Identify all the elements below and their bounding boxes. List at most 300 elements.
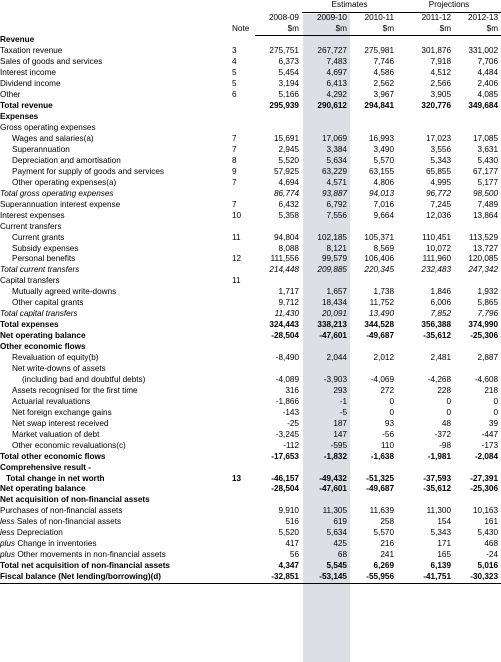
row-value-2010-11: -49,687 [366,331,395,341]
row-label: Total change in net worth [6,473,105,483]
row-label [0,539,230,550]
row-value-2011-12 [397,342,454,353]
row-label: Total gross operating expenses [0,188,114,198]
row-value-2009-10 [302,222,350,233]
row-value-2011-12: 228 [437,385,452,395]
row-value-2011-12 [397,123,454,134]
row-value-2010-11: 294,841 [364,101,395,111]
row-value-2012-13: 5,430 [477,155,499,165]
row-value-2009-10 [302,495,350,506]
row-label: Total revenue [0,101,53,111]
row-label: Total current transfers [0,265,80,275]
row-label: Interest income [0,68,56,78]
row-value-2012-13 [454,276,501,287]
row-label: Net operating balance [0,331,86,341]
row-label: Superannuation interest expense [0,199,121,209]
row-value-2011-12: 232,483 [421,265,452,275]
row-value-2009-10: 102,185 [317,232,347,242]
row-note: 6 [232,90,237,100]
row-value-2011-12: 65,855 [425,166,452,176]
row-label: Other operating expenses(a) [12,177,117,187]
row-value-2012-13: 3,631 [477,144,499,154]
row-value-2012-13: 4,085 [477,90,499,100]
row-value-2010-11: 241 [380,550,395,560]
row-value-2009-10: 147 [333,429,347,439]
row-value-2012-13: -173 [481,440,499,450]
row-value-2008-09: 417 [285,539,299,549]
row-value-2008-09: 111,556 [270,254,299,264]
row-label: Superannuation [12,144,70,154]
row-value-2012-13: 67,177 [472,166,499,176]
row-value-2010-11: 216 [380,539,395,549]
row-note [230,265,255,276]
row-value-2010-11: 106,406 [364,254,395,264]
table-row [0,474,501,485]
row-value-2009-10: 6,792 [326,199,347,209]
row-label: Total expenses [0,320,59,330]
row-prefix: less [0,528,15,538]
row-label: Net acquisition of non-financial assets [0,495,150,505]
row-value-2008-09: 9,910 [278,506,299,516]
row-value-2009-10: 3,384 [326,144,347,154]
row-value-2012-13: 218 [484,385,499,395]
row-note [230,408,255,419]
row-value-2010-11 [350,276,397,287]
row-value-2008-09 [255,463,302,474]
row-value-2008-09: 4,347 [278,561,299,571]
row-label: Dividend income [0,79,61,89]
row-value-2011-12: 5,343 [430,528,452,538]
row-value-2008-09: -3,245 [275,429,299,439]
row-value-2009-10: 1,657 [326,287,347,297]
row-label [0,517,230,528]
row-value-2010-11: -4,069 [370,374,395,384]
row-value-2011-12: -1,981 [427,451,452,461]
row-note [230,386,255,397]
table-row [0,178,501,189]
row-label: Net write-downs of assets [12,364,106,373]
table-row [0,276,501,287]
row-value-2011-12: -41,751 [397,572,454,583]
row-value-2008-09: 15,691 [273,133,299,143]
row-value-2009-10: 338,213 [317,320,347,330]
row-value-2011-12: 6,139 [430,561,452,571]
table-row [0,222,501,233]
table-row [0,211,501,222]
row-value-2008-09: 2,945 [278,144,299,154]
row-label: Mutually agreed write-downs [12,287,117,297]
row-value-2008-09: -28,504 [271,331,299,341]
row-value-2011-12: 12,036 [425,210,452,220]
table-row [0,134,501,145]
row-value-2012-13: -30,323 [454,572,501,583]
unit-header: $m [255,24,302,35]
row-value-2011-12: 301,876 [421,46,452,56]
row-note [230,539,255,550]
row-value-2011-12 [397,463,454,474]
row-value-2008-09: -25 [287,418,299,428]
table-row [0,397,501,408]
table-row [0,419,501,430]
row-value-2012-13: 247,342 [468,265,499,275]
row-label: Purchases of non-financial assets [0,506,123,516]
row-note [230,222,255,233]
row-value-2010-11 [350,112,397,123]
row-value-2010-11: 2,562 [373,79,395,89]
row-value-2010-11: 8,569 [373,243,395,253]
row-note [230,506,255,517]
row-note [230,331,255,342]
row-label: Total net acquisition of non-financial assets [0,561,170,571]
row-value-2012-13 [454,463,501,474]
row-value-2008-09 [255,495,302,506]
row-label: Depreciation and amortisation [12,155,121,165]
row-value-2010-11: 16,993 [368,133,395,143]
row-value-2009-10 [302,463,350,474]
table-row [0,561,501,572]
row-value-2011-12: 171 [437,539,452,549]
row-value-2011-12: 7,245 [430,199,452,209]
row-value-2012-13: 331,002 [468,46,499,56]
row-value-2008-09: 316 [285,385,299,395]
row-note: 7 [232,177,237,187]
row-value-2008-09: 11,430 [274,309,299,319]
row-note: 4 [232,57,237,67]
row-value-2008-09: 5,166 [278,90,299,100]
row-value-2009-10: 267,727 [317,46,347,56]
table-row [0,375,501,386]
row-value-2012-13: 113,529 [469,232,499,242]
row-value-2009-10: 6,413 [326,79,347,89]
row-note [230,112,255,123]
projections-header: Projections [397,0,501,13]
row-note [230,353,255,364]
row-note: 13 [232,473,242,483]
row-value-2010-11: 7,746 [373,57,395,67]
row-value-2010-11: 63,155 [368,166,395,176]
row-value-2010-11 [350,364,397,375]
row-note: 8 [232,155,237,165]
row-label: Gross operating expenses [0,123,96,133]
row-value-2012-13: 2,887 [477,353,499,363]
row-value-2012-13: -27,391 [470,473,499,483]
table-row [0,35,501,46]
row-value-2011-12: -372 [434,429,452,439]
table-row [0,79,501,90]
row-note: 11 [232,276,241,286]
row-label: Current grants [12,232,65,242]
row-value-2010-11: -56 [382,429,395,439]
row-value-2012-13: 349,684 [468,101,499,111]
row-note [230,430,255,441]
row-value-2012-13: 0 [493,396,499,406]
row-value-2009-10 [302,364,350,375]
row-label: Taxation revenue [0,46,63,56]
table-row [0,90,501,101]
row-value-2012-13: -25,306 [470,484,499,494]
row-value-2012-13: 17,085 [472,133,499,143]
row-value-2009-10: 187 [333,418,347,428]
table-row [0,539,501,550]
table-row [0,386,501,397]
table-row [0,364,501,375]
row-value-2008-09: 275,751 [269,46,299,56]
table-row [0,353,501,364]
row-value-2012-13: -25,306 [470,331,499,341]
row-value-2012-13: 161 [484,517,499,527]
row-value-2008-09: 3,194 [278,79,299,89]
row-value-2010-11: 0 [389,407,395,417]
row-value-2010-11: 258 [380,517,395,527]
row-value-2011-12: -37,593 [423,473,452,483]
row-value-2012-13: 5,016 [477,561,499,571]
row-label: Current transfers [0,221,62,231]
row-value-2011-12: 17,023 [425,133,452,143]
unit-header: $m [454,24,501,35]
row-value-2009-10: 4,571 [326,177,347,187]
row-value-2010-11: 6,269 [373,561,395,571]
table-row [0,495,501,506]
table-row [0,506,501,517]
row-label: Fiscal balance (Net lending/borrowing)(d) [0,572,230,583]
row-value-2011-12: 6,006 [430,298,452,308]
row-value-2010-11: 272 [380,385,395,395]
header-unit-row [0,24,501,35]
unit-header: $m [350,24,397,35]
table-row [0,441,501,452]
row-value-2010-11: 5,570 [373,528,395,538]
row-value-2011-12 [397,222,454,233]
row-value-2011-12: 320,776 [421,101,452,111]
row-value-2008-09: 86,774 [273,188,299,198]
row-value-2009-10: 209,885 [317,265,347,275]
header-group-row [0,0,501,13]
row-label: Capital transfers [0,276,60,286]
table-row [0,517,501,528]
row-label: Total other economic flows [0,451,106,461]
row-value-2011-12: 356,388 [421,320,452,330]
row-value-2010-11: 9,664 [373,210,395,220]
table-row [0,57,501,68]
row-value-2011-12: 0 [446,407,452,417]
row-value-2012-13: -24 [486,550,499,560]
row-value-2012-13: 13,727 [472,243,499,253]
row-value-2010-11: 4,586 [373,68,395,78]
row-value-2009-10: 99,579 [321,254,347,264]
note-header: Note [232,23,250,33]
row-value-2010-11: 0 [389,396,395,406]
row-value-2010-11 [350,222,397,233]
row-value-2010-11 [350,342,397,353]
row-value-2010-11: 11,752 [369,298,395,308]
row-note [230,561,255,572]
row-value-2012-13: 7,489 [477,199,499,209]
row-value-2009-10: 5,634 [326,528,347,538]
row-label: Expenses [0,112,39,122]
row-value-2010-11: -1,638 [370,451,395,461]
row-value-2010-11: 13,490 [368,309,395,319]
row-value-2012-13: 5,177 [477,177,499,187]
row-value-2008-09: 57,925 [273,166,299,176]
table-row [0,572,501,583]
table-row [0,265,501,276]
row-value-2008-09: 295,939 [269,101,299,111]
row-value-2011-12 [397,35,454,46]
table-row [0,320,501,331]
row-value-2009-10: 5,634 [326,155,347,165]
row-value-2010-11: 4,806 [373,177,395,187]
row-note [230,550,255,561]
row-note [230,342,255,353]
table-row [0,145,501,156]
row-label: Other capital grants [12,298,84,308]
row-label: Actuarial revaluations [12,396,91,406]
row-value-2009-10: 290,612 [317,101,347,111]
row-value-2009-10: 619 [333,517,347,527]
table-row [0,331,501,342]
row-value-2008-09: 1,717 [278,287,299,297]
row-value-2011-12: 3,556 [430,144,452,154]
row-value-2012-13: 7,706 [477,57,499,67]
row-value-2008-09: -32,851 [255,572,302,583]
row-value-2010-11: 11,639 [369,506,395,516]
year-header: 2011-12 [421,13,452,22]
row-value-2010-11 [350,123,397,134]
row-value-2011-12: -98 [439,440,452,450]
row-value-2010-11: 275,981 [364,46,395,56]
row-value-2009-10: 7,483 [326,57,347,67]
row-label: Total capital transfers [0,309,78,319]
row-value-2012-13: 7,796 [477,309,499,319]
row-value-2008-09: -4,089 [275,374,299,384]
row-value-2012-13: -2,084 [474,451,499,461]
row-value-2010-11: 3,967 [373,90,395,100]
unit-header: $m [302,24,350,35]
table-row [0,156,501,167]
row-label: Net operating balance [0,484,86,494]
row-value-2012-13: -447 [481,429,499,439]
row-note [230,484,255,495]
row-note [230,397,255,408]
row-value-2011-12: 0 [446,396,452,406]
row-value-2009-10: 2,044 [326,353,347,363]
row-note [230,419,255,430]
row-value-2008-09: 4,694 [278,177,299,187]
row-note: 10 [232,210,242,220]
row-value-2012-13: 468 [484,539,499,549]
row-note: 9 [232,166,237,176]
table-row [0,101,501,112]
row-value-2008-09: 5,520 [278,155,299,165]
row-value-2009-10: 18,434 [321,298,347,308]
row-value-2008-09 [255,364,302,375]
table-row [0,189,501,200]
table-row [0,68,501,79]
row-value-2011-12: 2,481 [430,353,452,363]
row-prefix: plus [0,550,16,560]
table-row [0,452,501,463]
row-prefix: less [0,517,15,527]
row-value-2009-10: -47,601 [319,484,347,494]
row-value-2011-12: 7,852 [430,309,452,319]
row-label: Payment for supply of goods and services [12,166,165,176]
table-row [0,484,501,495]
row-value-2009-10 [302,112,350,123]
row-value-2010-11: 7,016 [373,199,395,209]
row-value-2010-11: 5,570 [373,155,395,165]
row-value-2012-13: 0 [493,407,499,417]
table-row [0,287,501,298]
row-note [230,495,255,506]
row-value-2008-09 [255,222,302,233]
row-value-2012-13: 1,932 [477,287,499,297]
row-value-2011-12: 165 [437,550,452,560]
row-value-2011-12 [397,364,454,375]
row-value-2008-09: 516 [285,517,299,527]
row-value-2008-09 [255,342,302,353]
row-value-2010-11: 2,012 [373,353,395,363]
row-value-2009-10: -1,832 [323,451,347,461]
row-value-2009-10: 93,887 [321,188,347,198]
row-value-2009-10: 68 [337,550,347,560]
row-label: Subsidy expenses [12,243,79,253]
row-note [230,101,255,112]
row-value-2011-12 [397,276,454,287]
row-value-2009-10: 63,229 [321,166,347,176]
row-value-2009-10: 4,697 [326,68,347,78]
row-note: 5 [232,79,237,89]
row-value-2008-09: 9,712 [278,298,299,308]
table-row [0,112,501,123]
table-row [0,463,501,474]
row-value-2009-10: -3,903 [323,374,347,384]
table-row [0,309,501,320]
row-value-2009-10: 20,091 [321,309,347,319]
row-label [0,528,230,539]
row-value-2010-11 [350,495,397,506]
row-label: Sales of goods and services [0,57,103,67]
row-note [230,441,255,452]
row-value-2008-09: -28,504 [271,484,299,494]
row-value-2012-13: 120,085 [468,254,499,264]
row-note [230,320,255,331]
row-value-2011-12: 1,846 [430,287,452,297]
year-header: 2009-10 [316,13,347,22]
row-note [230,517,255,528]
row-value-2010-11: 1,738 [373,287,395,297]
row-value-2011-12: 3,905 [430,90,452,100]
row-label: Other economic flows [0,342,86,352]
row-note [230,463,255,474]
row-value-2008-09: 8,088 [278,243,299,253]
row-value-2012-13 [454,495,501,506]
table-row [0,123,501,134]
row-value-2011-12: -4,268 [427,374,452,384]
row-note: 7 [232,199,237,209]
row-value-2008-09 [255,123,302,134]
row-label [0,550,230,561]
row-value-2010-11: 110 [380,440,395,450]
row-value-2009-10 [302,123,350,134]
row-value-2012-13: 5,430 [477,528,499,538]
row-value-2009-10: 7,556 [326,210,347,220]
row-note [230,123,255,134]
table-row [0,167,501,178]
row-label: Assets recognised for the first time [12,385,138,395]
table-row [0,430,501,441]
row-value-2011-12: 2,566 [430,79,452,89]
row-label: Personal benefits [12,254,76,264]
